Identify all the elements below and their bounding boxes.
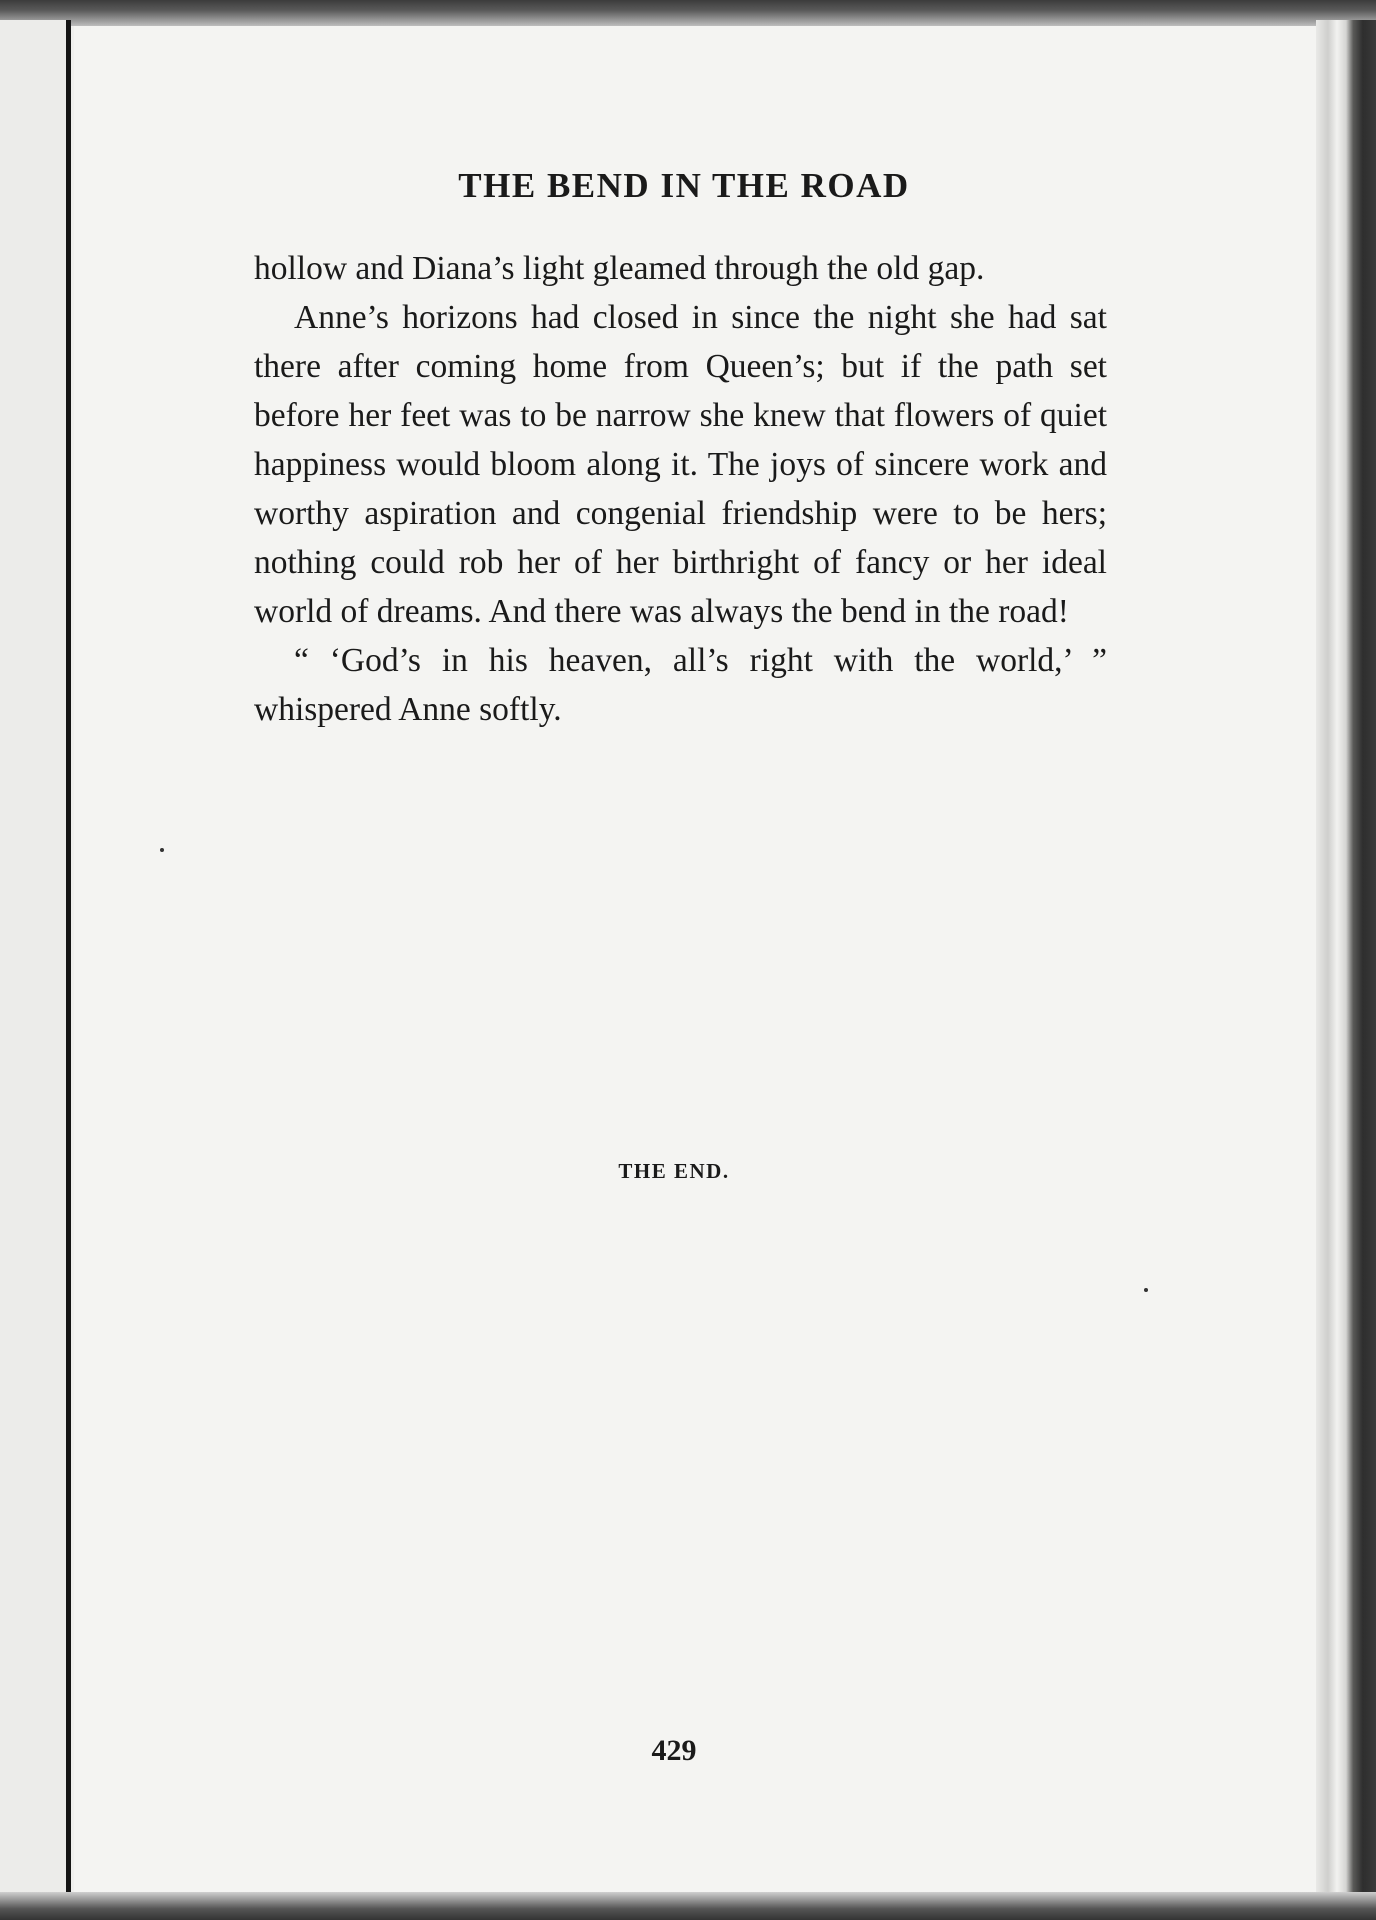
scan-bottom-edge [0,1892,1376,1920]
body-text [254,244,1107,734]
book-edge [1316,20,1376,1895]
the-end-label: THE END. [618,1159,730,1183]
paragraph: “ ‘God’s in his heaven, all’s right with the world,’ ” whispered Anne softly. [254,642,1107,728]
page [74,26,1316,1892]
left-gutter [0,20,70,1895]
page-number: 429 [651,1734,697,1767]
ink-speck [160,848,164,852]
scan-top-edge [0,0,1376,26]
binding-line [66,20,71,1895]
paragraph: hollow and Diana’s light gleamed through the old gap. [254,250,985,287]
ink-speck [1144,1288,1148,1292]
running-head: THE BEND IN THE ROAD [458,166,910,205]
paragraph: Anne’s horizons had closed in since the night she had sat there after coming home from Queen’s; but if the path set before her feet was to be narrow she knew that flowers of quiet happiness would bloom along it. The joys of sincere work and worthy aspiration and congenial friendship were to be hers; nothing could rob her of her birthright of fancy or her ideal world of dreams. And there was always the bend in the road! [254,299,1107,630]
